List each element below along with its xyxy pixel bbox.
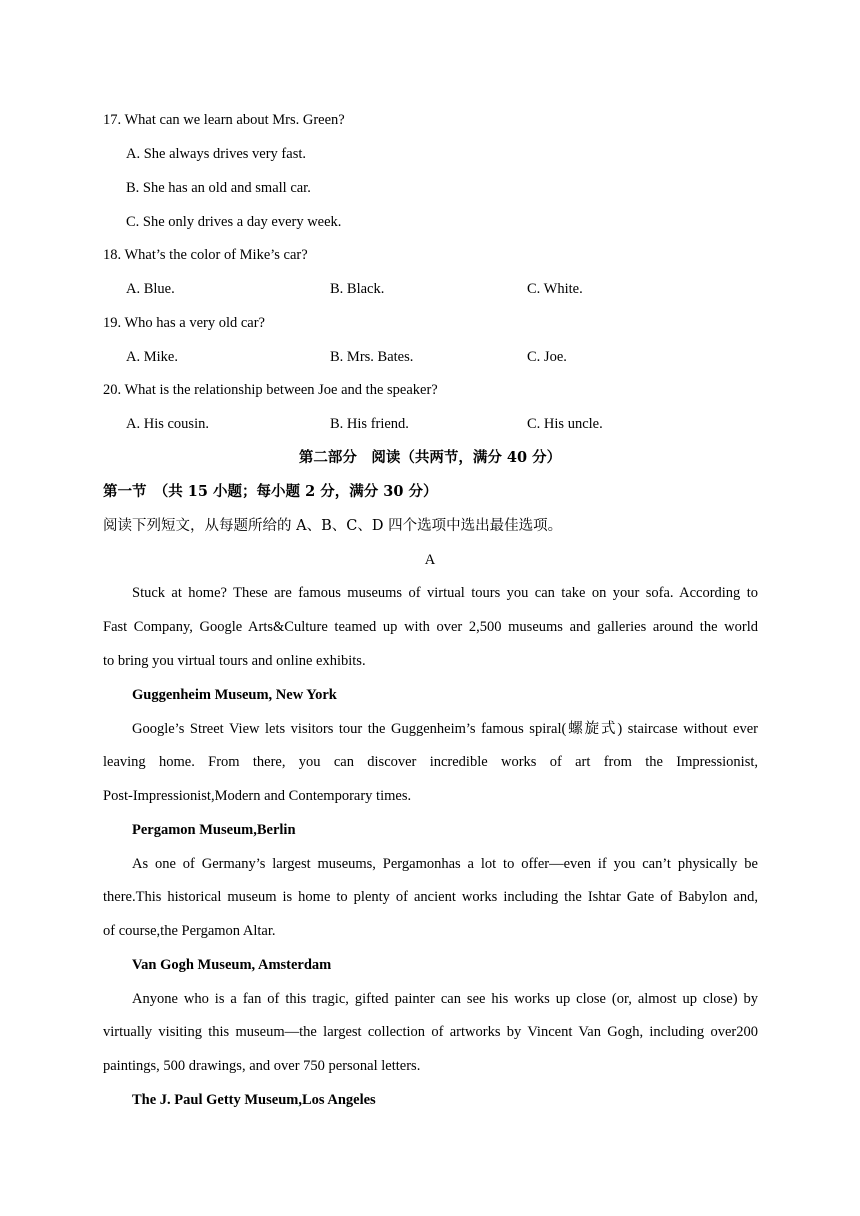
museum-heading-getty: The J. Paul Getty Museum,Los Angeles bbox=[132, 1092, 376, 1108]
question-18-option-c: C. White. bbox=[527, 281, 583, 297]
van-gogh-text-line-1: Anyone who is a fan of this tragic, gifted painter can see his works up close (or, almost up close) by bbox=[132, 991, 758, 1007]
pergamon-text-line-2: there.This historical museum is home to plenty of ancient works including the Ishtar Gate of Babylon and, bbox=[103, 889, 758, 905]
question-17-option-a: A. She always drives very fast. bbox=[126, 146, 306, 162]
question-18-option-b: B. Black. bbox=[330, 281, 385, 297]
passage-intro-line-3: to bring you virtual tours and online exhibits. bbox=[103, 653, 366, 669]
section-one-heading: 第一节 （共 15 小题；每小题 2 分，满分 30 分） bbox=[103, 483, 438, 500]
question-18-option-a: A. Blue. bbox=[126, 281, 175, 297]
question-17-stem: 17. What can we learn about Mrs. Green? bbox=[103, 112, 345, 128]
question-19-option-c: C. Joe. bbox=[527, 349, 567, 365]
question-19-option-b: B. Mrs. Bates. bbox=[330, 349, 414, 365]
part-two-title: 第二部分 阅读（共两节，满分 40 分） bbox=[298, 449, 562, 466]
question-18-stem: 18. What’s the color of Mike’s car? bbox=[103, 247, 308, 263]
question-20-option-c: C. His uncle. bbox=[527, 416, 603, 432]
passage-intro-line-2: Fast Company, Google Arts&Culture teamed up with over 2,500 museums and galleries around the world bbox=[103, 619, 758, 635]
question-17-option-b: B. She has an old and small car. bbox=[126, 180, 311, 196]
van-gogh-text-line-2: virtually visiting this museum—the largest collection of artworks by Vincent Van Gogh, including over200 bbox=[103, 1024, 758, 1040]
pergamon-text-line-3: of course,the Pergamon Altar. bbox=[103, 923, 276, 939]
museum-heading-pergamon: Pergamon Museum,Berlin bbox=[132, 822, 296, 838]
guggenheim-text-line-2: leaving home. From there, you can discover incredible works of art from the Impressionist, bbox=[103, 754, 758, 770]
question-19-stem: 19. Who has a very old car? bbox=[103, 315, 265, 331]
reading-instruction: 阅读下列短文，从每题所给的 A、B、C、D 四个选项中选出最佳选项。 bbox=[103, 518, 563, 534]
guggenheim-text-line-3: Post-Impressionist,Modern and Contemporary times. bbox=[103, 788, 412, 804]
question-17-option-c: C. She only drives a day every week. bbox=[126, 214, 342, 230]
question-20-stem: 20. What is the relationship between Joe and the speaker? bbox=[103, 382, 438, 398]
guggenheim-text-line-1: Google’s Street View lets visitors tour the Guggenheim’s famous spiral(螺旋式) staircase without ever bbox=[132, 721, 758, 737]
question-20-option-a: A. His cousin. bbox=[126, 416, 209, 432]
van-gogh-text-line-3: paintings, 500 drawings, and over 750 personal letters. bbox=[103, 1058, 421, 1074]
museum-heading-van-gogh: Van Gogh Museum, Amsterdam bbox=[132, 957, 332, 973]
museum-heading-guggenheim: Guggenheim Museum, New York bbox=[132, 687, 337, 703]
passage-intro-line-1: Stuck at home? These are famous museums of virtual tours you can take on your sofa. According to bbox=[132, 585, 758, 601]
question-19-option-a: A. Mike. bbox=[126, 349, 178, 365]
question-20-option-b: B. His friend. bbox=[330, 416, 409, 432]
pergamon-text-line-1: As one of Germany’s largest museums, Pergamonhas a lot to offer—even if you can’t physically be bbox=[132, 856, 758, 872]
passage-label: A bbox=[424, 552, 436, 568]
